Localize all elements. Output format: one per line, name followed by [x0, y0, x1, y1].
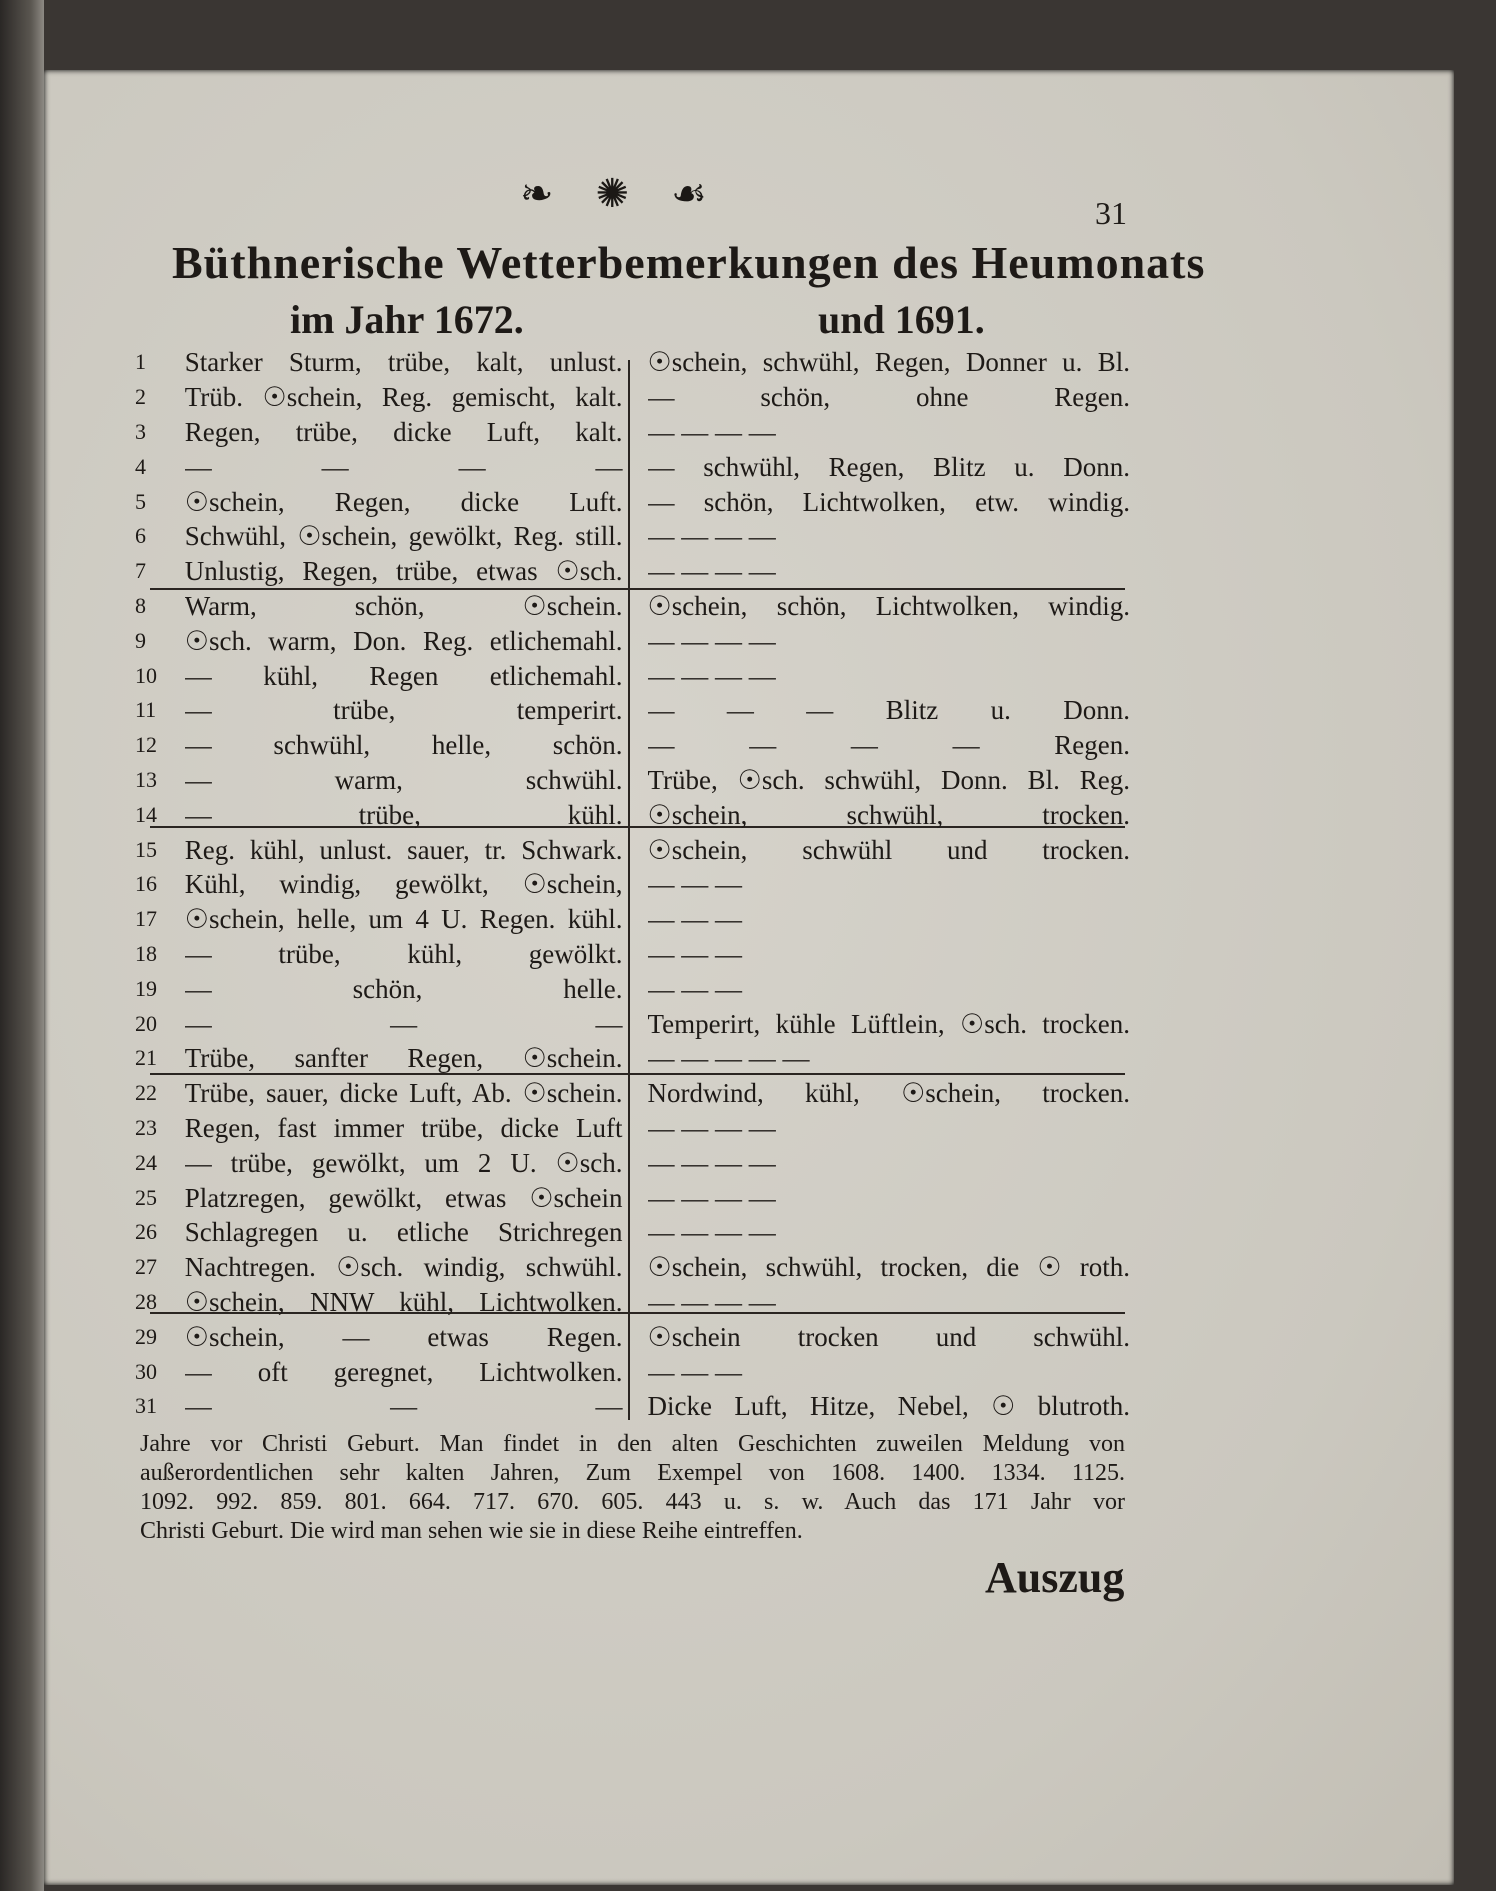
weather-1691: — — — —	[647, 660, 776, 691]
day-number: 24	[135, 1149, 157, 1175]
day-number: 1	[135, 349, 146, 375]
facing-page-edge	[0, 0, 44, 1891]
weather-1691: ☉schein, schwühl, trocken, die ☉ roth.	[647, 1252, 1131, 1283]
day-number: 9	[135, 627, 146, 653]
table-row	[135, 658, 1130, 693]
table-row	[135, 1041, 1130, 1076]
table-row	[135, 797, 1130, 832]
day-number: 18	[135, 940, 157, 966]
day-number: 22	[135, 1080, 157, 1106]
weather-1691: — — —	[647, 973, 742, 1004]
weather-1672: Kühl, windig, gewölkt, ☉schein,	[184, 869, 623, 900]
weather-1691: — — — —	[647, 1112, 776, 1143]
footnote-line: außerordentlichen sehr kalten Jahren, Zum Exempel von 1608. 1400. 1334. 1125.	[140, 1460, 1125, 1486]
weather-1691: — — — —	[647, 416, 776, 447]
table-row	[135, 693, 1130, 728]
page-title: Büthnerische Wetterbemerkungen des Heumonats	[172, 237, 1206, 288]
day-number: 20	[135, 1010, 157, 1036]
footnote-line: 1092. 992. 859. 801. 664. 717. 670. 605. 443 u. s. w. Auch das 171 Jahr vor	[140, 1489, 1125, 1515]
weather-1672: ☉schein, — etwas Regen.	[184, 1321, 623, 1352]
weather-1691: — — — —	[647, 556, 776, 587]
weather-1691: Dicke Luft, Hitze, Nebel, ☉ blutroth.	[647, 1391, 1131, 1422]
weather-1691: — — — —	[647, 1286, 776, 1317]
day-number: 8	[135, 592, 146, 618]
weather-1691: — — — —	[647, 625, 776, 656]
day-number: 28	[135, 1288, 157, 1314]
weather-1691: ☉schein trocken und schwühl.	[647, 1321, 1131, 1352]
footnote-text	[140, 1430, 1125, 1546]
table-row	[135, 763, 1130, 798]
weather-1672: ☉schein, helle, um 4 U. Regen. kühl.	[184, 904, 623, 935]
day-number: 4	[135, 453, 146, 479]
day-number: 19	[135, 975, 157, 1001]
table-row	[135, 1076, 1130, 1111]
weather-1691: — — —	[647, 938, 742, 969]
weather-1691: Trübe, ☉sch. schwühl, Donn. Bl. Reg.	[647, 764, 1131, 795]
weather-1672: Warm, schön, ☉schein.	[184, 590, 623, 621]
subtitle-year-1691: und 1691.	[818, 297, 985, 342]
catchword: Auszug	[985, 1553, 1125, 1602]
table-row	[135, 1389, 1130, 1424]
day-number: 11	[135, 697, 157, 723]
weather-1672: — — —	[184, 1391, 623, 1422]
table-row	[135, 1250, 1130, 1285]
day-number: 12	[135, 732, 157, 758]
page-number: 31	[1095, 195, 1127, 231]
table-row	[135, 1354, 1130, 1389]
table-row	[135, 832, 1130, 867]
day-number: 3	[135, 418, 146, 444]
weather-1672: — trübe, kühl, gewölkt.	[184, 938, 623, 969]
weather-1691: — — —	[647, 869, 742, 900]
weather-1672: — trübe, temperirt.	[184, 695, 623, 726]
day-number: 26	[135, 1219, 157, 1245]
table-row	[135, 937, 1130, 972]
day-number: 2	[135, 384, 146, 410]
weather-1672: — warm, schwühl.	[184, 764, 623, 795]
weather-1691: — schwühl, Regen, Blitz u. Donn.	[647, 451, 1131, 482]
day-number: 31	[135, 1393, 157, 1419]
table-row	[135, 484, 1130, 519]
weather-1672: Reg. kühl, unlust. sauer, tr. Schwark.	[184, 834, 623, 865]
weather-1691: — — —	[647, 1356, 742, 1387]
table-row	[135, 380, 1130, 415]
weather-1672: — schön, helle.	[184, 973, 623, 1004]
weather-1672: ☉schein, NNW kühl, Lichtwolken.	[184, 1286, 623, 1317]
table-row	[135, 1319, 1130, 1354]
weather-1672: ☉schein, Regen, dicke Luft.	[184, 486, 623, 517]
table-row	[135, 519, 1130, 554]
table-row	[135, 415, 1130, 450]
weather-1691: — — — —	[647, 1182, 776, 1213]
weather-1672: ☉sch. warm, Don. Reg. etlichemahl.	[184, 625, 623, 656]
weather-1672: Starker Sturm, trübe, kalt, unlust.	[184, 347, 623, 378]
weather-table	[135, 345, 1130, 1424]
day-number: 21	[135, 1045, 157, 1071]
table-row	[135, 728, 1130, 763]
weather-1691: — — — —	[647, 521, 776, 552]
table-row	[135, 971, 1130, 1006]
weather-1691: — — — — —	[647, 1043, 810, 1074]
table-row	[135, 902, 1130, 937]
table-row	[135, 623, 1130, 658]
day-number: 16	[135, 871, 157, 897]
weather-1672: Schwühl, ☉schein, gewölkt, Reg. still.	[184, 521, 623, 552]
weather-1691: — — —	[647, 904, 742, 935]
weather-1672: Regen, trübe, dicke Luft, kalt.	[184, 416, 623, 447]
table-row	[135, 1111, 1130, 1146]
table-row	[135, 867, 1130, 902]
weather-1672: Trübe, sanfter Regen, ☉schein.	[184, 1043, 623, 1074]
weather-1672: — trübe, gewölkt, um 2 U. ☉sch.	[184, 1147, 623, 1178]
weather-1691: — schön, ohne Regen.	[647, 382, 1131, 413]
day-number: 17	[135, 906, 157, 932]
table-row	[135, 1145, 1130, 1180]
table-row	[135, 1215, 1130, 1250]
day-number: 13	[135, 766, 157, 792]
weather-1672: — — —	[184, 1008, 623, 1039]
day-number: 10	[135, 662, 157, 688]
weather-1691: ☉schein, schwühl und trocken.	[647, 834, 1131, 865]
weather-1691: — — — — Regen.	[647, 730, 1131, 761]
weather-1691: ☉schein, schwühl, Regen, Donner u. Bl.	[647, 347, 1131, 378]
weather-1691: — schön, Lichtwolken, etw. windig.	[647, 486, 1131, 517]
weather-1672: — trübe, kühl.	[184, 799, 623, 830]
weather-1691: Temperirt, kühle Lüftlein, ☉sch. trocken.	[647, 1008, 1131, 1039]
weather-1672: Nachtregen. ☉sch. windig, schwühl.	[184, 1252, 623, 1283]
weather-1672: — schwühl, helle, schön.	[184, 730, 623, 761]
weather-1672: Regen, fast immer trübe, dicke Luft	[184, 1112, 623, 1143]
table-row	[135, 1285, 1130, 1320]
weather-1672: Platzregen, gewölkt, etwas ☉schein	[184, 1182, 623, 1213]
table-row	[135, 449, 1130, 484]
weather-1691: ☉schein, schwühl, trocken.	[647, 799, 1131, 830]
day-number: 29	[135, 1323, 157, 1349]
table-row	[135, 589, 1130, 624]
table-row	[135, 554, 1130, 589]
day-number: 23	[135, 1114, 157, 1140]
header-ornament: ❧ ✺ ☙	[520, 171, 723, 216]
weather-1691: Nordwind, kühl, ☉schein, trocken.	[647, 1078, 1131, 1109]
footnote-line: Christi Geburt. Die wird man sehen wie sie in diese Reihe eintreffen.	[140, 1518, 803, 1544]
weather-1672: Trüb. ☉schein, Reg. gemischt, kalt.	[184, 382, 623, 413]
footnote-line: Jahre vor Christi Geburt. Man findet in den alten Geschichten zuweilen Meldung von	[140, 1431, 1125, 1457]
subtitle-year-1672: im Jahr 1672.	[290, 297, 524, 342]
weather-1691: — — — —	[647, 1147, 776, 1178]
day-number: 25	[135, 1184, 157, 1210]
weather-1672: Schlagregen u. etliche Strichregen	[184, 1217, 623, 1248]
table-row	[135, 1006, 1130, 1041]
table-row	[135, 1180, 1130, 1215]
day-number: 15	[135, 836, 157, 862]
weather-1672: Unlustig, Regen, trübe, etwas ☉sch.	[184, 556, 623, 587]
day-number: 5	[135, 488, 146, 514]
day-number: 6	[135, 523, 146, 549]
day-number: 14	[135, 801, 157, 827]
weather-1672: — — — —	[184, 451, 623, 482]
weather-1691: ☉schein, schön, Lichtwolken, windig.	[647, 590, 1131, 621]
table-row	[135, 345, 1130, 380]
weather-1691: — — — Blitz u. Donn.	[647, 695, 1131, 726]
weather-1672: — oft geregnet, Lichtwolken.	[184, 1356, 623, 1387]
weather-1672: Trübe, sauer, dicke Luft, Ab. ☉schein.	[184, 1078, 623, 1109]
day-number: 7	[135, 558, 146, 584]
day-number: 27	[135, 1254, 157, 1280]
day-number: 30	[135, 1358, 157, 1384]
weather-1672: — kühl, Regen etlichemahl.	[184, 660, 623, 691]
weather-1691: — — — —	[647, 1217, 776, 1248]
